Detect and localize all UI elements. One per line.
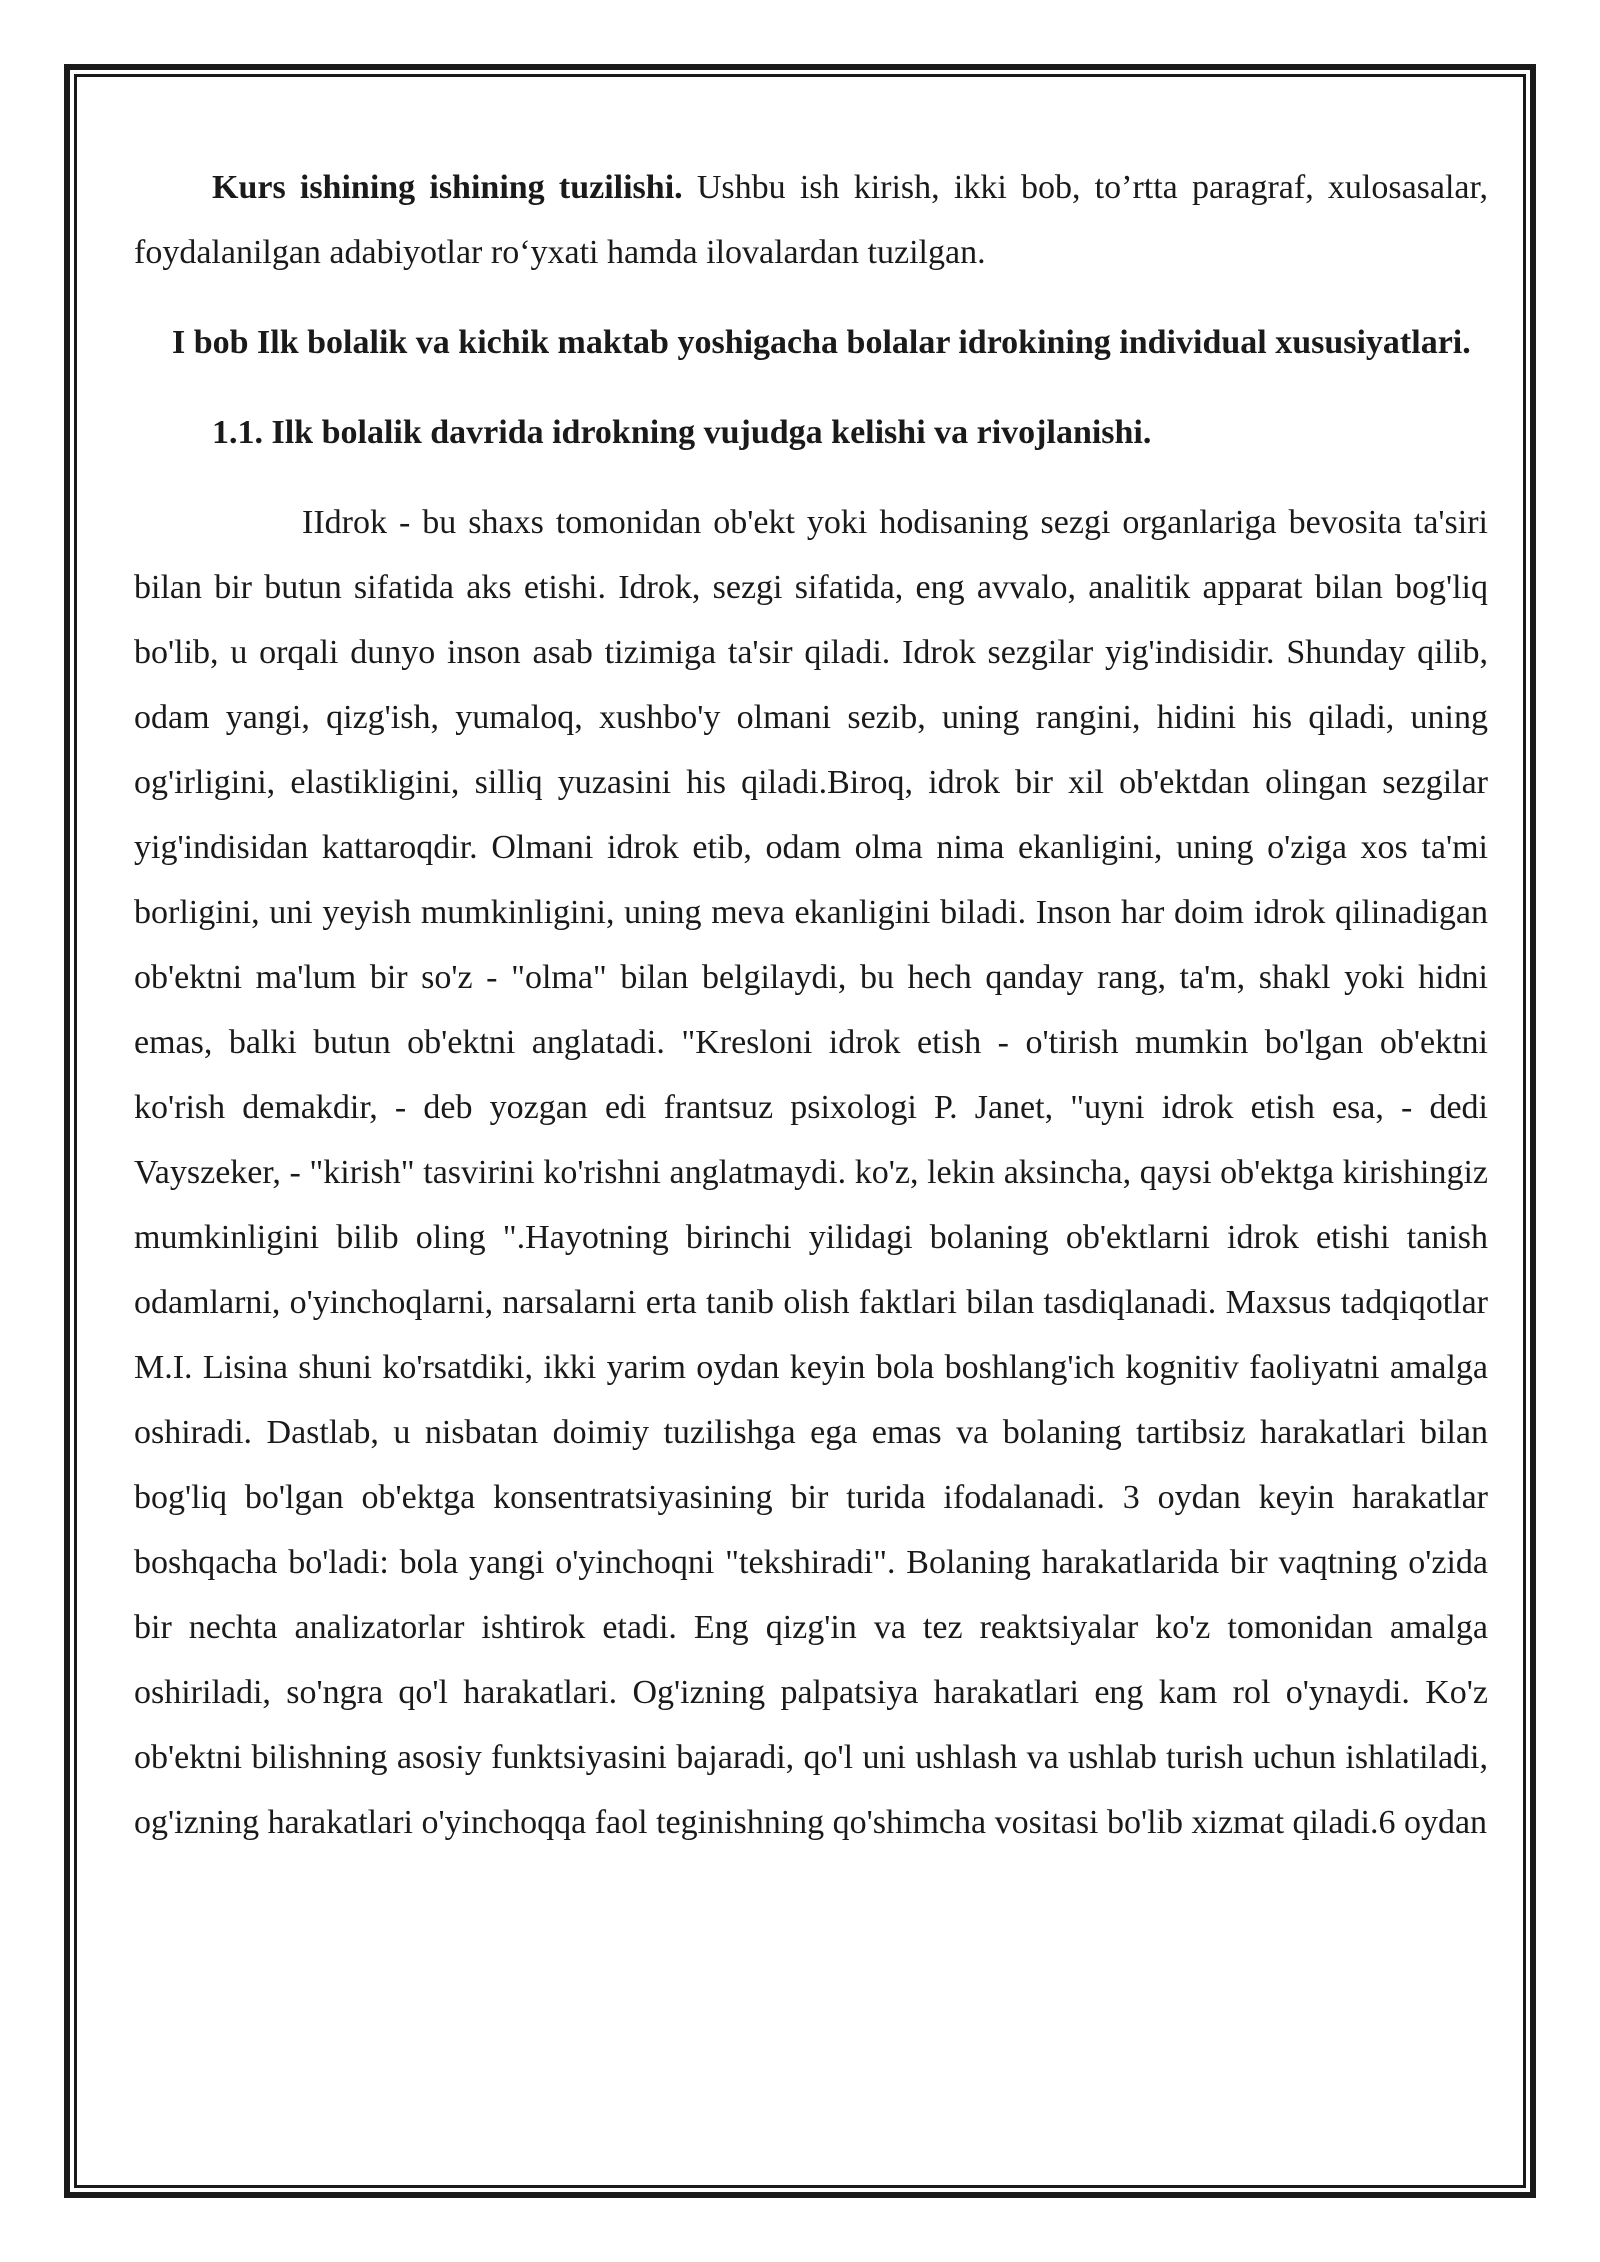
section-heading: 1.1. Ilk bolalik davrida idrokning vujudga kelishi va rivojlanishi. <box>212 414 1152 451</box>
structure-text: Ushbu ish kirish, ikki bob, to’rtta paragraf, xulosasalar, foydalanilgan adabiyotlar ro‘yxati hamda ilovalardan tuzilgan. <box>134 169 1488 271</box>
structure-lead: Kurs ishining ishining tuzilishi. <box>212 169 683 206</box>
body-paragraph: IIdrok - bu shaxs tomonidan ob'ekt yoki hodisaning sezgi organlariga bevosita ta'siri bilan bir butun sifatida aks etishi. Idrok, sezgi sifatida, eng avvalo, analitik apparat bilan bog'liq bo'lib, u orqali dunyo inson asab tizimiga ta'sir qiladi. Idrok sezgilar yig'indisidir. Shunday qilib, odam yangi, qizg'ish, yumaloq, xushbo'y olmani sezib, uning rangini, hidini his qiladi, uning og'irligini, elastikligini, silliq yuzasini his qiladi.Biroq, idrok bir xil ob'ektdan olingan sezgilar yig'indisidan kattaroqdir. Olmani idrok etib, odam olma nima ekanligini, uning o'ziga xos ta'mi borligini, uni yeyish mumkinligini, uning meva ekanligini biladi. Inson har doim idrok qilinadigan ob'ektni ma'lum bir so'z - "olma" bilan belgilaydi, bu hech qanday rang, ta'm, shakl yoki hidni emas, balki butun ob'ektni anglatadi. "Kresloni idrok etish - o'tirish mumkin bo'lgan ob'ektni ko'rish demakdir, - deb yozgan edi frantsuz psixologi P. Janet, "uyni idrok etish esa, - dedi Vayszeker, - "kirish" tasvirini ko'rishni anglatmaydi. ko'z, lekin aksincha, qaysi ob'ektga kirishingiz mumkinligini bilib oling ".Hayotning birinchi yilidagi bolaning ob'ektlarni idrok etishi tanish odamlarni, o'yinchoqlarni, narsalarni erta tanib olish faktlari bilan tasdiqlanadi. Maxsus tadqiqotlar M.I. Lisina shuni ko'rsatdiki, ikki yarim oydan keyin bola boshlang'ich kognitiv faoliyatni amalga oshiradi. Dastlab, u nisbatan doimiy tuzilishga ega emas va bolaning tartibsiz harakatlari bilan bog'liq bo'lgan ob'ektga konsentratsiyasining bir turida ifodalanadi. 3 oydan keyin harakatlar boshqacha bo'ladi: bola yangi o'yinchoqni "tekshiradi". Bolaning harakatlarida bir vaqtning o'zida bir nechta analizatorlar ishtirok etadi. Eng qizg'in va tez reaktsiyalar ko'z tomonidan amalga oshiriladi, so'ngra qo'l harakatlari. Og'izning palpatsiya harakatlari eng kam rol o'ynaydi. Ko'z ob'ektni bilishning asosiy funktsiyasini bajaradi, qo'l uni ushlash va ushlab turish uchun ishlatiladi, og'izning harakatlari o'yinchoqqa faol teginishning qo'shimcha vositasi bo'lib xizmat qiladi.6 oydan <box>134 504 1488 1841</box>
chapter-heading: I bob Ilk bolalik va kichik maktab yoshigacha bolalar idrokining individual xususiyatlari. <box>172 324 1471 361</box>
document-content <box>134 155 1488 1855</box>
structure-paragraph <box>134 155 1488 285</box>
